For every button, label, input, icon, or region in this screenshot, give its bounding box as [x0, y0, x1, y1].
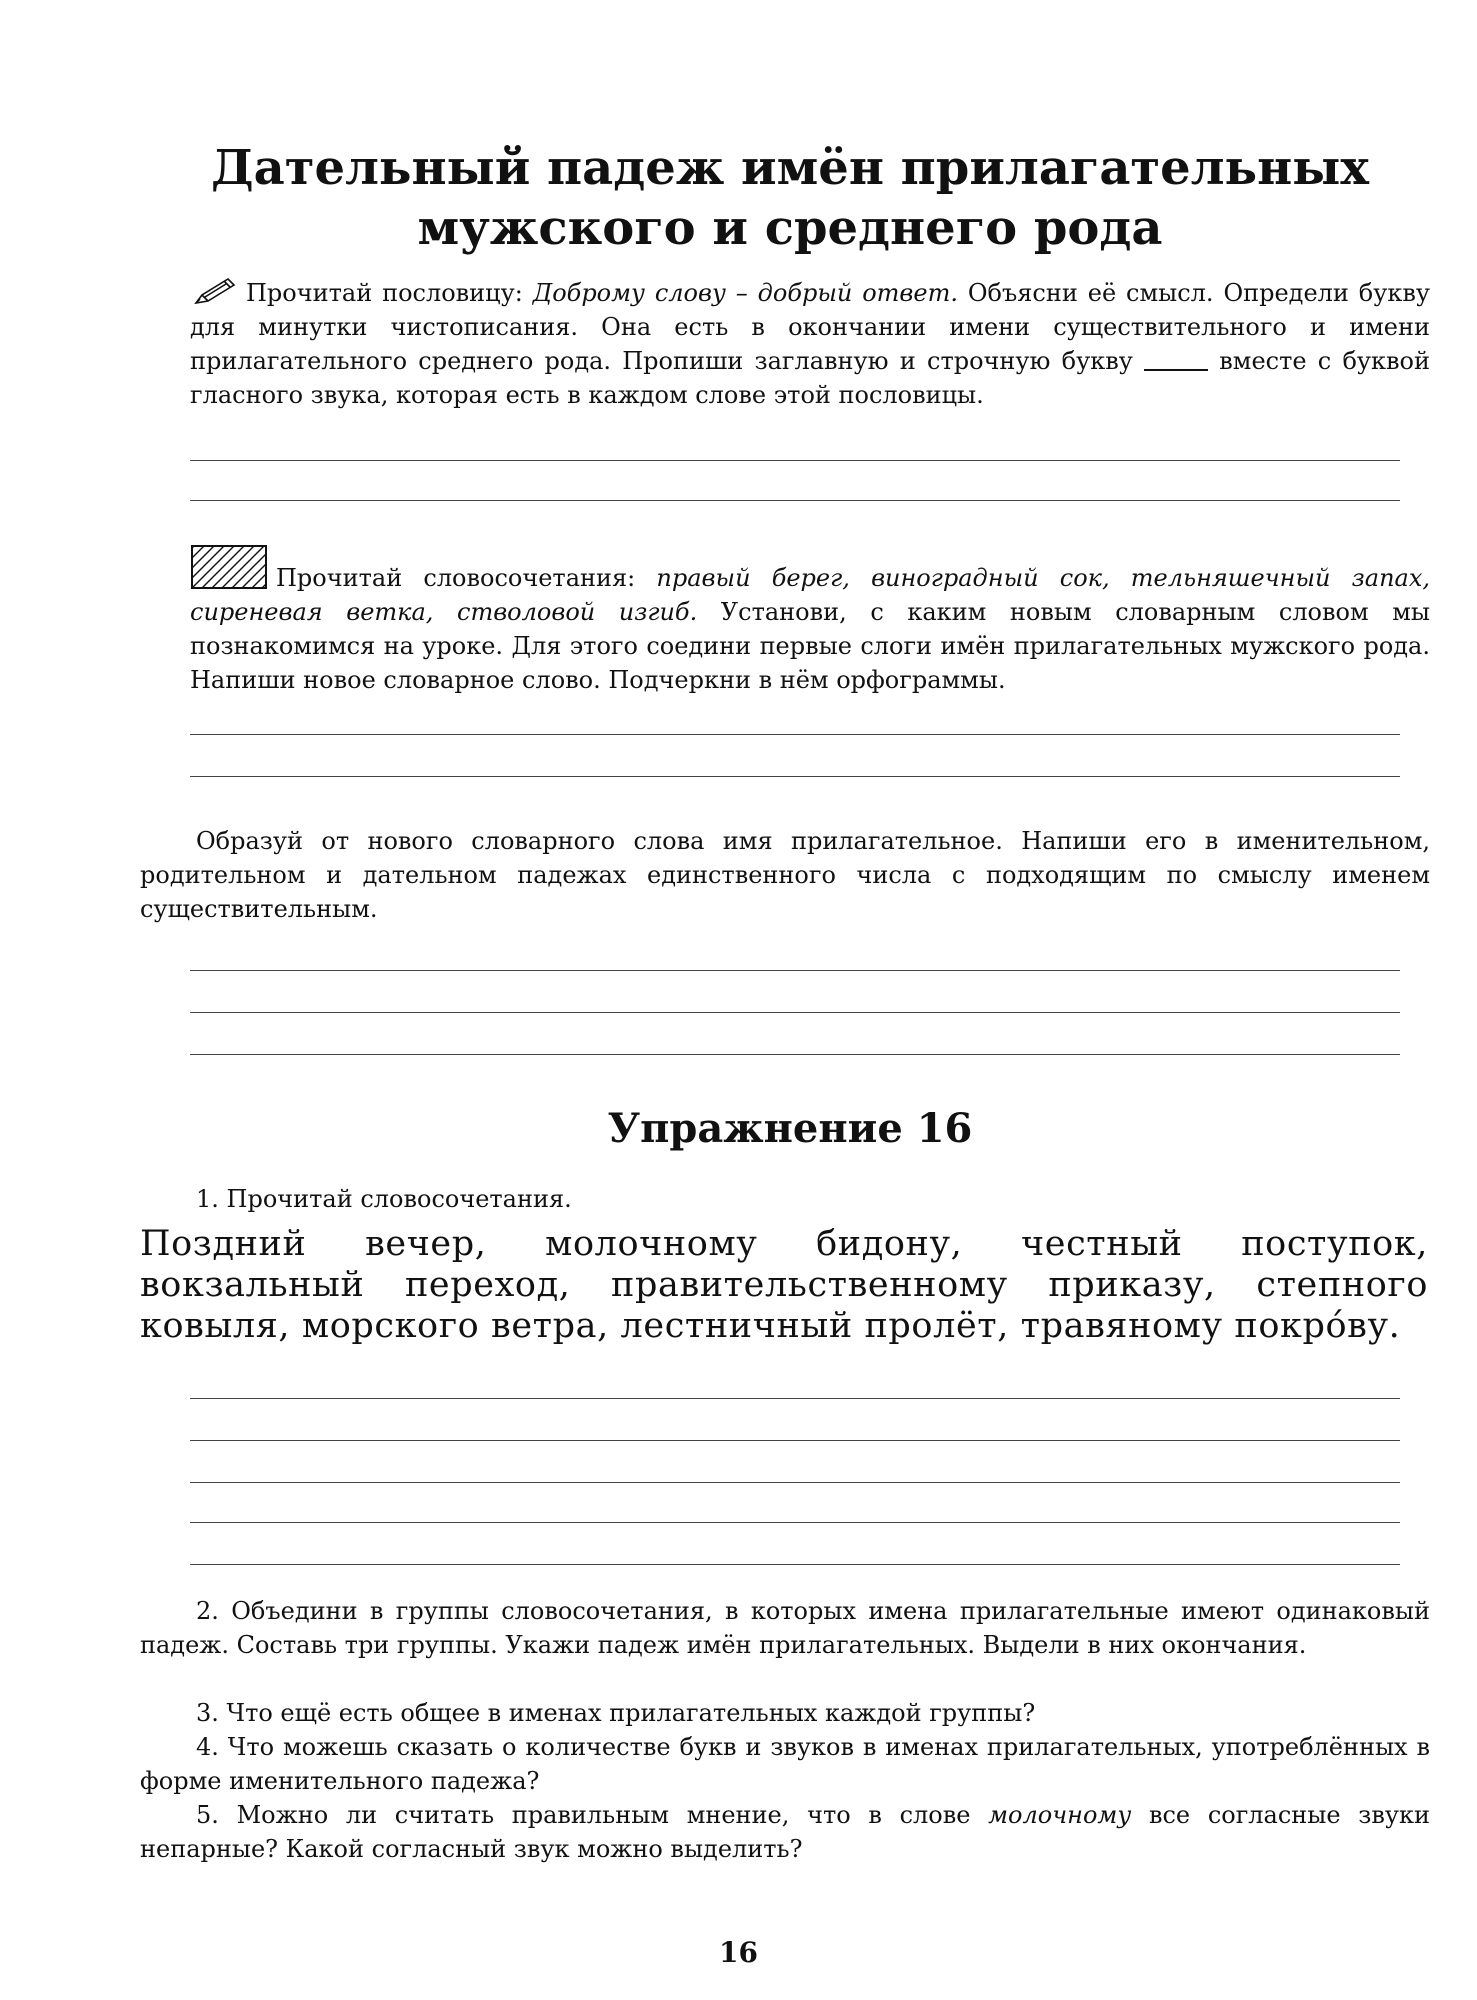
exercise-question-5-word: молочному — [988, 1801, 1132, 1829]
page-title-line-1: Дательный падеж имён прилагательных — [211, 140, 1369, 196]
task-proverb-lead: Прочитай пословицу: — [246, 279, 533, 307]
exercise-title: Упражнение 16 — [607, 1105, 973, 1152]
letter-blank[interactable] — [1144, 349, 1208, 371]
writing-line[interactable] — [190, 460, 1400, 461]
exercise-question-4: 4. Что можешь сказать о количестве букв и звуков в именах прилагательных, употреблённых в форме именительного падежа? — [140, 1733, 1430, 1795]
exercise-question-5-end: все согласные звуки непарные? Какой согласный звук можно выделить? — [140, 1801, 1430, 1863]
writing-line[interactable] — [190, 1482, 1400, 1483]
writing-line[interactable] — [190, 1440, 1400, 1441]
page-number: 16 — [719, 1936, 758, 1969]
writing-line[interactable] — [190, 1012, 1400, 1013]
exercise-phrases-line-1: Поздний вечер, молочному бидону, честный поступок, — [140, 1224, 1428, 1264]
writing-line[interactable] — [190, 500, 1400, 501]
page-title-line-2: мужского и среднего рода — [417, 200, 1163, 256]
pencil-icon — [190, 277, 238, 307]
exercise-phrases-line-2: вокзальный переход, правительственному приказу, степного — [140, 1265, 1428, 1305]
exercise-phrases-line-3: ковыля, морского ветра, лестничный пролёт, травяному покрóву. — [140, 1306, 1401, 1346]
hatched-box-icon — [190, 544, 268, 590]
writing-line[interactable] — [190, 1398, 1400, 1399]
writing-line[interactable] — [190, 1522, 1400, 1523]
task-form-adjective: Образуй от нового словарного слова имя прилагательное. Напиши его в именительном, родительном и дательном падежах единственного числа с подходящим по смыслу именем существительным. — [140, 827, 1430, 923]
exercise-question-3: 3. Что ещё есть общее в именах прилагательных каждой группы? — [196, 1699, 1036, 1727]
task-word-phrases-body: Установи, с каким новым словарным словом мы познакомимся на уроке. Для этого соедини первые слоги имён прилагательных мужского рода. Напиши новое словарное слово. Подчеркни в нём орфограммы. — [190, 598, 1430, 694]
writing-line[interactable] — [190, 970, 1400, 971]
writing-line[interactable] — [190, 776, 1400, 777]
task-proverb — [190, 276, 1430, 412]
word-phrases-list: правый берег, виноградный сок, тельняшечный запах, сиреневая ветка, стволовой изгиб. — [190, 564, 1430, 626]
writing-line[interactable] — [190, 1564, 1400, 1565]
exercise-question-5 — [140, 1798, 1430, 1866]
exercise-phrases — [140, 1224, 1428, 1347]
exercise-question-5-start: 5. Можно ли считать правильным мнение, что в слове — [196, 1801, 989, 1829]
page-title — [140, 138, 1440, 258]
task-word-phrases-lead: Прочитай словосочетания: — [276, 564, 657, 592]
exercise-question-2: 2. Объедини в группы словосочетания, в которых имена прилагательные имеют одинаковый падеж. Составь три группы. Укажи падеж имён прилагательных. Выдели в них окончания. — [140, 1597, 1430, 1659]
task-proverb-body-end: вместе с буквой гласного звука, которая есть в каждом слове этой пословицы. — [190, 347, 1430, 409]
task-proverb-body: Объясни её смысл. Определи букву для минутки чистописания. Она есть в окончании имени существительного и имени прилагательного среднего рода. Пропиши заглавную и строчную букву — [190, 279, 1430, 375]
task-word-phrases — [190, 544, 1430, 697]
writing-line[interactable] — [190, 1054, 1400, 1055]
proverb-text: Доброму слову – добрый ответ. — [532, 279, 958, 307]
writing-line[interactable] — [190, 734, 1400, 735]
exercise-question-1: 1. Прочитай словосочетания. — [196, 1185, 572, 1213]
